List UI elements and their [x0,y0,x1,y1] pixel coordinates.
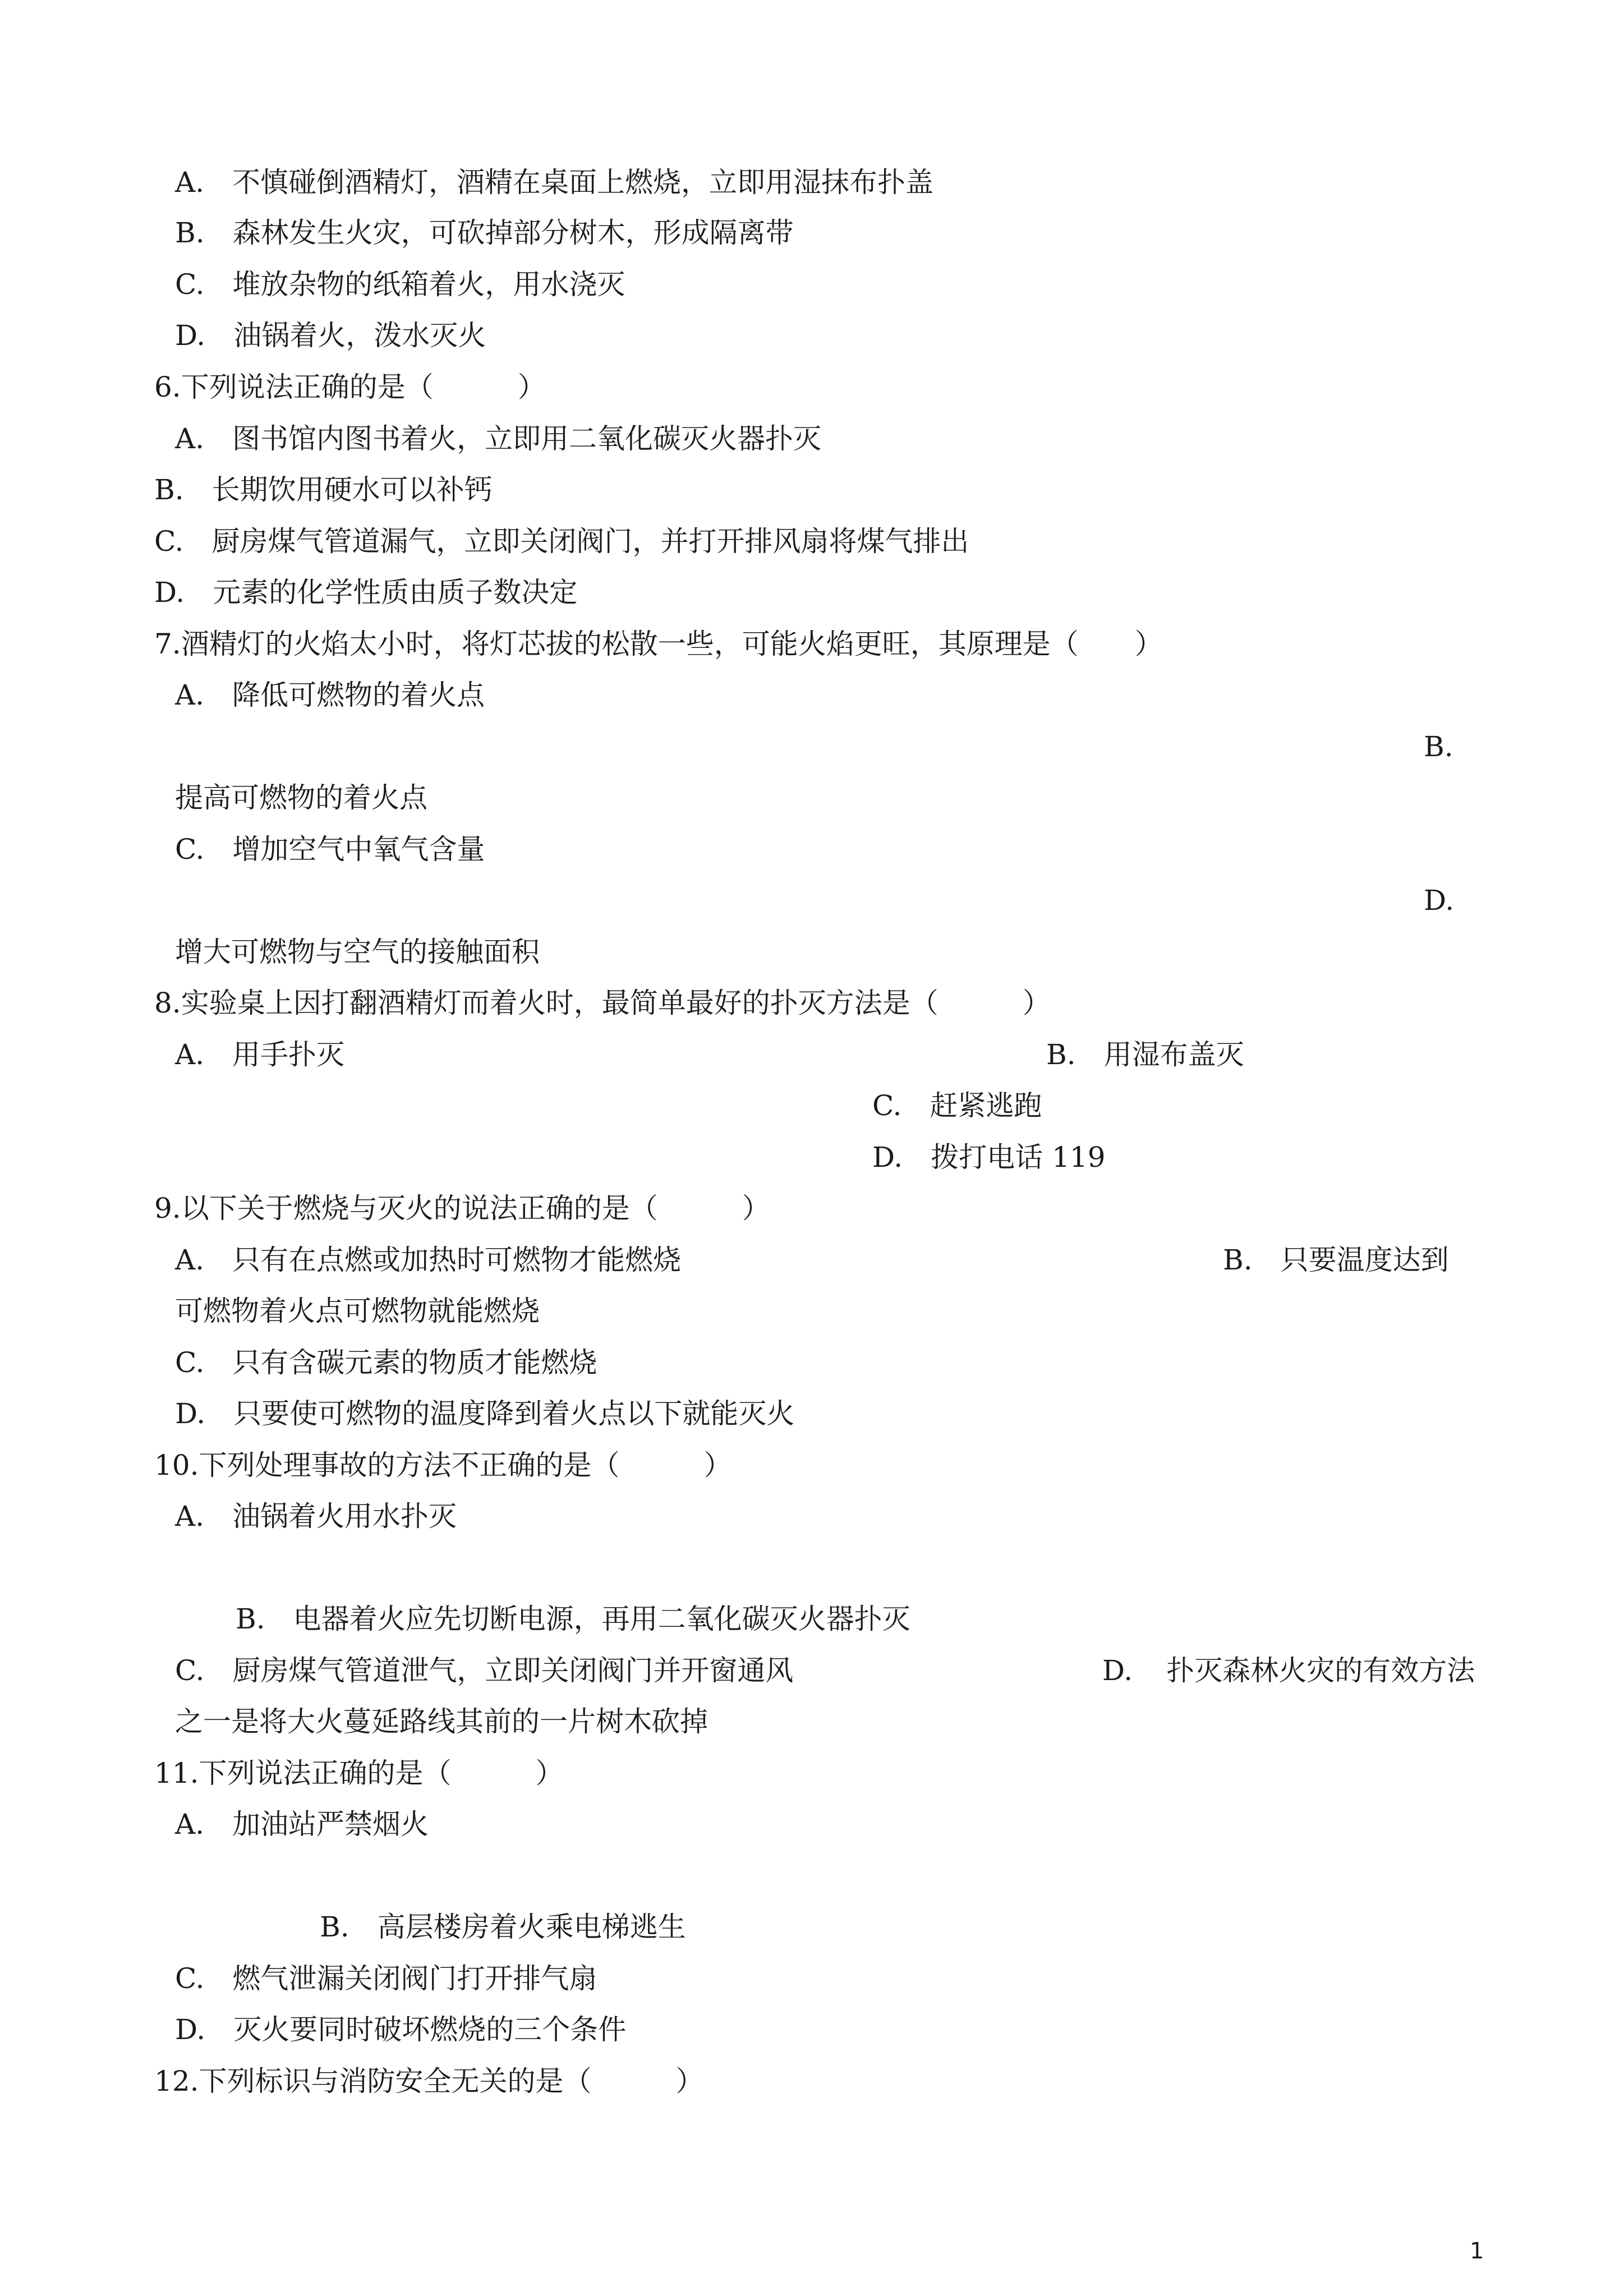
q9-option-a [175,1243,681,1277]
option-text: 降低可燃物的着火点 [232,679,485,711]
question-10 [154,1448,732,1482]
option-label: C. [154,525,184,558]
q8-option-c [872,1089,1042,1122]
q8-option-a [175,1038,344,1071]
option-text: 可燃物着火点可燃物就能燃烧 [175,1295,540,1327]
option-label: A. [175,422,205,455]
q10-option-b [236,1602,910,1636]
option-label: D. [1102,1654,1133,1687]
option-text: 赶紧逃跑 [930,1089,1042,1122]
option-label: B. [1046,1038,1076,1071]
option-label: A. [175,1244,205,1276]
option-text: 图书馆内图书着火，立即用二氧化碳灭火器扑灭 [232,422,822,455]
option-text: 堆放杂物的纸箱着火，用水浇灭 [232,268,625,301]
option-label: D. [1424,884,1455,917]
q7-option-d-text [175,935,540,969]
option-label: D. [175,319,206,352]
option-label: C. [872,1089,902,1122]
option-label: B. [175,217,205,249]
q10-option-d-cont [175,1705,708,1738]
q6-option-d [154,576,577,609]
q8-option-d [872,1140,1106,1174]
option-label: A. [175,679,205,711]
option-text: 厨房煤气管道泄气，立即关闭阀门并开窗通风 [232,1654,794,1687]
option-text: 元素的化学性质由质子数决定 [213,576,578,609]
q5-option-b [175,216,794,250]
q10-option-c [175,1654,793,1687]
option-text: 提高可燃物的着火点 [175,781,427,814]
q5-option-c [175,268,625,301]
option-label: C. [175,1962,205,1995]
option-label: C. [175,833,205,866]
q9-option-b-cont [175,1294,540,1328]
option-text: 不慎碰倒酒精灯，酒精在桌面上燃烧，立即用湿抹布扑盖 [232,166,934,199]
option-text: 只有含碳元素的物质才能燃烧 [232,1346,597,1379]
option-text: 之一是将大火蔓延路线其前的一片树木砍掉 [175,1705,708,1738]
option-text: 只要温度达到 [1280,1244,1449,1276]
question-text: 实验桌上因打翻酒精灯而着火时，最简单最好的扑灭方法是（ ） [181,987,1051,1019]
option-label: C. [175,1654,205,1687]
question-number: 10. [154,1449,199,1481]
question-text: 以下关于燃烧与灭火的说法正确的是（ ） [181,1192,770,1225]
option-label: C. [175,268,205,301]
option-label: B. [236,1603,265,1635]
question-9 [154,1191,770,1225]
option-label: D. [175,2013,206,2046]
question-number: 7. [154,628,181,660]
q7-option-b-text [175,781,427,815]
question-number: 8. [154,987,181,1019]
option-label: C. [175,1346,205,1379]
question-text: 下列说法正确的是（ ） [181,371,546,403]
q9-option-c [175,1346,597,1379]
q7-option-d-label [1424,884,1454,917]
q9-option-d [175,1397,794,1430]
option-text: 森林发生火灾，可砍掉部分树木，形成隔离带 [232,217,794,249]
option-text: 加油站严禁烟火 [232,1808,429,1841]
option-text: 长期饮用硬水可以补钙 [211,473,493,506]
q6-option-b [154,473,493,507]
option-text: 只要使可燃物的温度降到着火点以下就能灭火 [233,1397,795,1430]
option-text: 增大可燃物与空气的接触面积 [175,936,540,968]
option-text: 油锅着火，泼水灭火 [233,319,486,352]
option-text: 高层楼房着火乘电梯逃生 [377,1911,686,1943]
page-number: 1 [1470,2238,1484,2264]
q9-option-b [1223,1243,1449,1277]
option-label: B. [1424,730,1453,763]
option-label: A. [175,166,205,199]
option-text: 灭火要同时破坏燃烧的三个条件 [233,2013,627,2046]
q5-option-d [175,319,486,352]
option-text: 扑灭森林火灾的有效方法 [1166,1654,1475,1687]
question-8 [154,986,1051,1020]
question-text: 下列处理事故的方法不正确的是（ ） [199,1449,732,1481]
q7-option-a [175,678,485,712]
option-label: A. [175,1500,205,1533]
question-12 [154,2064,704,2098]
option-label: B. [320,1911,349,1943]
q11-option-c [175,1962,597,1995]
q5-option-a [175,165,933,199]
q7-option-b-label [1424,730,1453,763]
option-text: 油锅着火用水扑灭 [232,1500,457,1533]
question-11 [154,1756,564,1790]
option-text: 用湿布盖灭 [1103,1038,1244,1071]
q11-option-a [175,1807,429,1841]
question-number: 12. [154,2065,199,2097]
option-label: B. [154,473,184,506]
question-number: 6. [154,371,181,403]
option-label: D. [872,1141,903,1174]
question-text: 下列标识与消防安全无关的是（ ） [199,2065,704,2097]
option-text: 电器着火应先切断电源，再用二氧化碳灭火器扑灭 [293,1603,910,1635]
option-label: D. [154,576,185,609]
q10-option-a [175,1499,457,1533]
q11-option-d [175,2013,626,2046]
option-text: 增加空气中氧气含量 [232,833,485,866]
q6-option-a [175,422,821,455]
option-text: 只有在点燃或加热时可燃物才能燃烧 [232,1244,682,1276]
question-7 [154,627,1163,661]
option-label: A. [175,1038,205,1071]
option-text: 燃气泄漏关闭阀门打开排气扇 [232,1962,597,1995]
question-text: 下列说法正确的是（ ） [199,1757,564,1789]
q10-option-d [1102,1654,1475,1687]
option-text: 拨打电话 119 [931,1141,1106,1174]
option-text: 用手扑灭 [232,1038,345,1071]
q7-option-c [175,832,485,866]
q11-option-b [320,1910,686,1944]
q6-option-c [154,524,969,558]
question-number: 11. [154,1757,199,1789]
option-label: B. [1223,1244,1253,1276]
q8-option-b [1046,1038,1244,1071]
option-label: A. [175,1808,205,1841]
question-6 [154,370,546,404]
option-label: D. [175,1397,206,1430]
option-text: 厨房煤气管道漏气，立即关闭阀门，并打开排风扇将煤气排出 [211,525,969,558]
question-number: 9. [154,1192,181,1225]
question-text: 酒精灯的火焰太小时，将灯芯拔的松散一些，可能火焰更旺，其原理是（ ） [181,628,1163,660]
